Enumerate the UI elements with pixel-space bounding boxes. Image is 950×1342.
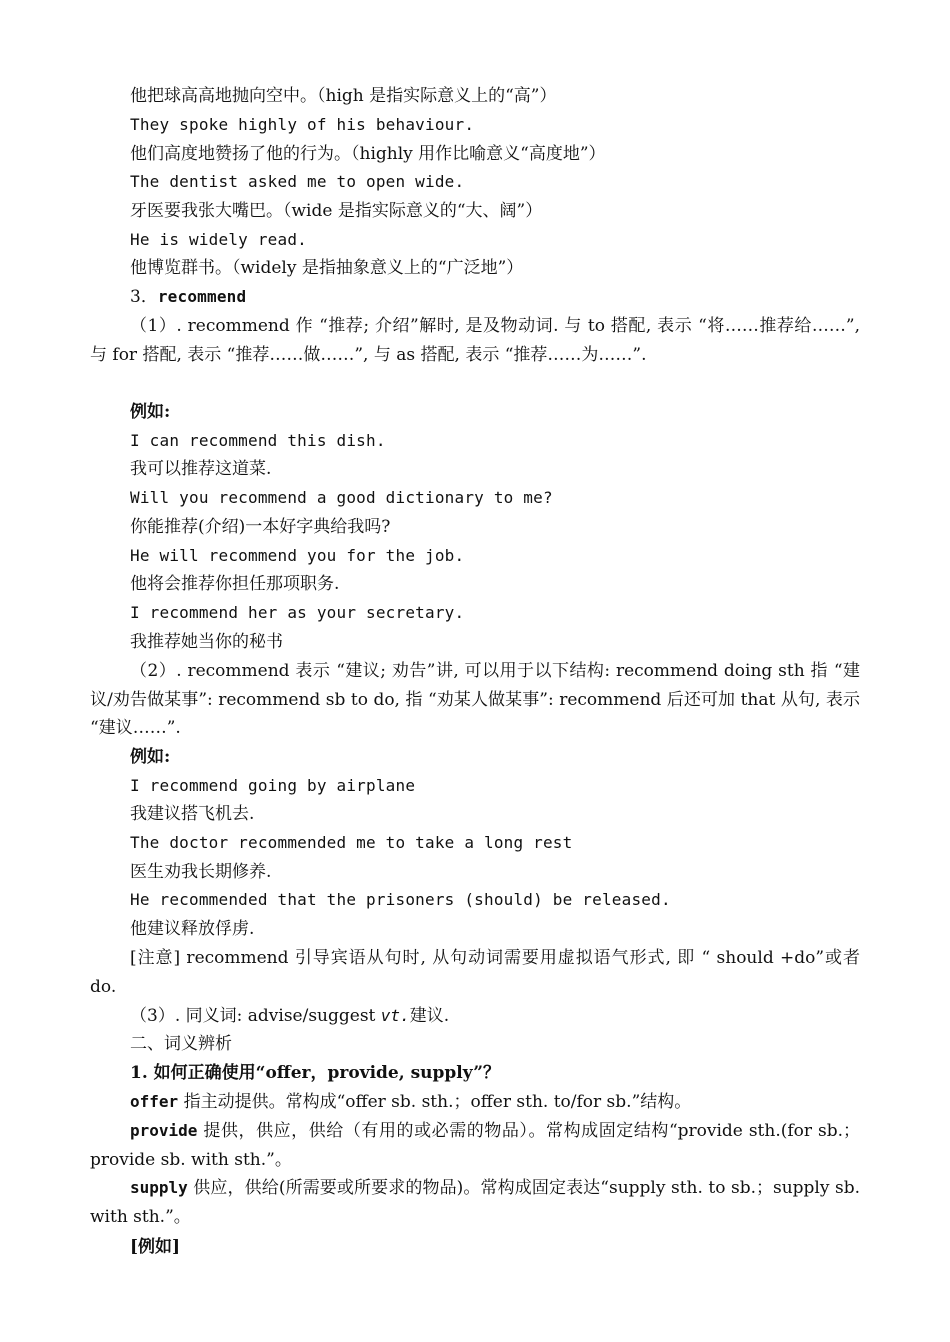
example-label: [例如] bbox=[130, 1237, 181, 1257]
text-line: 他把球高高地抛向空中。（high 是指实际意义上的“高”） bbox=[130, 86, 557, 106]
section-number: 3． bbox=[130, 287, 158, 307]
example-label: 例如: bbox=[130, 402, 171, 422]
provide-text: 提供，供应，供给（有用的或必需的物品）。常构成固定结构“provide sth.(for sb.；provide sb. with sth.”。 bbox=[90, 1121, 860, 1170]
text-line: 他博览群书。（widely 是指抽象意义上的“广泛地”） bbox=[130, 258, 524, 278]
paragraph: （1）. recommend 作 “推荐; 介绍”解时, 是及物动词. 与 to 搭配, 表示 “将……推荐给……”, 与 for 搭配, 表示 “推荐……做……”, 与 as 搭配, 表示 “推荐……为……”. bbox=[90, 316, 860, 365]
example-line: He will recommend you for the job. bbox=[130, 546, 465, 565]
text-line: 他们高度地赞扬了他的行为。（highly 用作比喻意义“高度地”） bbox=[130, 144, 606, 164]
example-line: I recommend her as your secretary. bbox=[130, 603, 465, 622]
example-line: 他将会推荐你担任那项职务. bbox=[130, 574, 340, 594]
example-line: 我可以推荐这道菜. bbox=[130, 459, 272, 479]
offer-text: 指主动提供。常构成“offer sb. sth.；offer sth. to/for sb.”结构。 bbox=[178, 1092, 692, 1112]
example-line: 你能推荐(介绍)一本好字典给我吗? bbox=[130, 517, 391, 537]
example-line: He recommended that the prisoners (should) be released. bbox=[130, 890, 671, 909]
example-line: I can recommend this dish. bbox=[130, 431, 386, 450]
example-line: 我建议搭飞机去. bbox=[130, 804, 255, 824]
section-keyword: recommend bbox=[157, 287, 247, 306]
text-line: The dentist asked me to open wide. bbox=[130, 172, 465, 191]
example-line: 我推荐她当你的秘书 bbox=[130, 632, 283, 652]
text-line: 牙医要我张大嘴巴。（wide 是指实际意义的“大、阔”） bbox=[130, 201, 543, 221]
example-line: I recommend going by airplane bbox=[130, 776, 416, 795]
part-of-speech: vt. bbox=[380, 1006, 410, 1025]
synonym-prefix: （3）. 同义词: advise/suggest bbox=[130, 1006, 381, 1026]
keyword-provide: provide bbox=[130, 1121, 198, 1140]
example-line: The doctor recommended me to take a long rest bbox=[130, 833, 573, 852]
paragraph: （2）. recommend 表示 “建议; 劝告”讲, 可以用于以下结构: recommend doing sth 指 “建议/劝告做某事”: recommend sb to do, 指 “劝某人做某事”: recommend 后还可加 that 从句, 表示 “建议……”. bbox=[90, 661, 860, 739]
supply-text: 供应，供给(所需要或所要求的物品)。常构成固定表达“supply sth. to sb.；supply sb. with sth.”。 bbox=[90, 1178, 860, 1227]
text-line: He is widely read. bbox=[130, 230, 307, 249]
keyword-offer: offer bbox=[130, 1092, 179, 1111]
keyword-supply: supply bbox=[130, 1178, 188, 1197]
section-heading: 二、词义辨析 bbox=[130, 1034, 232, 1054]
section-heading bbox=[130, 287, 860, 307]
offer-paragraph bbox=[90, 1088, 860, 1117]
text-line: They spoke highly of his behaviour. bbox=[130, 115, 475, 134]
example-line: 医生劝我长期修养. bbox=[130, 862, 272, 882]
synonym-suffix: 建议. bbox=[409, 1006, 450, 1026]
example-line: Will you recommend a good dictionary to me? bbox=[130, 488, 553, 507]
sub-heading: 1. 如何正确使用“offer，provide, supply”？ bbox=[130, 1063, 501, 1083]
note-paragraph: [注意] recommend 引导宾语从句时, 从句动词需要用虚拟语气形式, 即 “ should +do”或者 do. bbox=[90, 948, 860, 997]
supply-paragraph bbox=[90, 1174, 860, 1231]
example-line: 他建议释放俘虏. bbox=[130, 919, 255, 939]
example-label: 例如: bbox=[130, 747, 171, 767]
synonym-line bbox=[130, 1006, 860, 1026]
provide-paragraph bbox=[90, 1117, 860, 1174]
